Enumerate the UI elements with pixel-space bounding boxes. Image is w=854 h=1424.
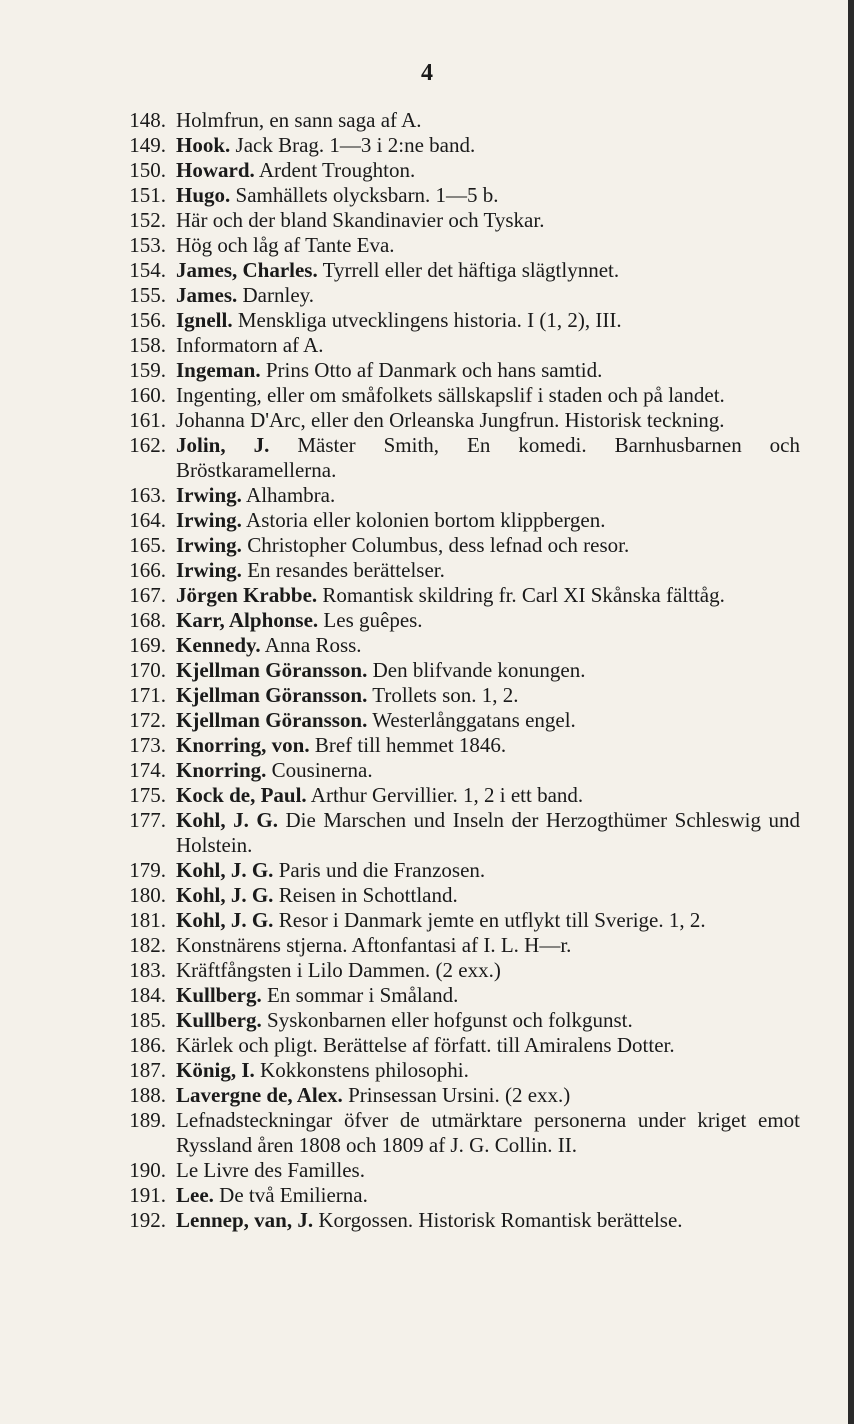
entry-number: 152. [129,208,166,232]
entry-number: 148. [129,108,166,132]
entry-number: 159. [129,358,166,382]
entry-body [166,733,800,758]
entry-number: 172. [129,708,166,732]
entry-number: 164. [129,508,166,532]
catalog-entry [100,908,800,933]
entry-author: Jörgen Krabbe. [176,583,318,607]
entry-title: Arthur Gervillier. 1, 2 i ett band. [310,783,584,807]
catalog-entry [100,208,800,233]
entry-body [166,358,800,383]
entry-title: Bref till hemmet 1846. [314,733,507,757]
entry-body [166,958,800,983]
entry-author: Kennedy. [176,633,261,657]
catalog-list [100,108,800,1233]
catalog-entry [100,233,800,258]
entry-number: 190. [129,1158,166,1182]
entry-title: Menskliga utvecklingens historia. I (1, 2), III. [237,308,622,332]
catalog-entry [100,1033,800,1058]
entry-body [166,408,800,433]
entry-body [166,158,800,183]
entry-title: Konstnärens stjerna. Aftonfantasi af I. L. H—r. [176,933,572,957]
entry-author: Irwing. [176,558,242,582]
entry-title: Christopher Columbus, dess lefnad och resor. [247,533,630,557]
entry-author: Kock de, Paul. [176,783,307,807]
catalog-entry [100,933,800,958]
entry-number: 188. [129,1083,166,1107]
entry-body [166,808,800,858]
entry-body [166,108,800,133]
entry-body [166,208,800,233]
entry-number: 149. [129,133,166,157]
entry-title: Alhambra. [246,483,336,507]
entry-number: 165. [129,533,166,557]
entry-author: Kohl, J. G. [176,808,278,832]
entry-author: Kohl, J. G. [176,883,274,907]
entry-number: 186. [129,1033,166,1057]
entry-number: 163. [129,483,166,507]
catalog-entry [100,1008,800,1033]
entry-body [166,758,800,783]
entry-author: Ignell. [176,308,233,332]
entry-body [166,658,800,683]
catalog-entry [100,758,800,783]
entry-title: Prins Otto af Danmark och hans samtid. [265,358,603,382]
entry-author: Jolin, J. [176,433,270,457]
entry-number: 182. [129,933,166,957]
catalog-entry [100,283,800,308]
catalog-entry [100,133,800,158]
entry-body [166,983,800,1008]
entry-author: Knorring, von. [176,733,310,757]
entry-body [166,258,800,283]
entry-title: Ingenting, eller om småfolkets sällskapslif i staden och på landet. [176,383,725,407]
entry-number: 179. [129,858,166,882]
entry-author: Ingeman. [176,358,261,382]
catalog-entry [100,858,800,883]
entry-title: Westerlånggatans engel. [372,708,576,732]
entry-body [166,783,800,808]
page-edge [848,0,854,1424]
entry-author: König, I. [176,1058,255,1082]
entry-author: Knorring. [176,758,267,782]
entry-author: Lee. [176,1183,214,1207]
entry-title: Les guêpes. [323,608,423,632]
entry-number: 160. [129,383,166,407]
entry-body [166,683,800,708]
entry-title: Die Marschen und Inseln der Herzogthümer Schleswig und Holstein. [176,808,801,857]
catalog-entry [100,333,800,358]
page-number: 4 [421,60,433,86]
catalog-entry [100,658,800,683]
entry-author: Irwing. [176,508,242,532]
catalog-entry [100,533,800,558]
entry-author: Irwing. [176,483,242,507]
entry-title: Paris und die Franzosen. [278,858,486,882]
catalog-entry [100,983,800,1008]
catalog-entry [100,108,800,133]
entry-title: Lefnadsteckningar öfver de utmärktare personerna under kriget emot Ryssland åren 1808 och 1809 af J. G. Collin. II. [176,1108,800,1157]
entry-body [166,1208,800,1233]
entry-title: Informatorn af A. [176,333,324,357]
catalog-entry [100,1058,800,1083]
entry-body [166,433,800,483]
catalog-entry [100,1208,800,1233]
catalog-entry [100,733,800,758]
entry-body [166,1058,800,1083]
catalog-entry [100,1183,800,1208]
entry-title: Romantisk skildring fr. Carl XI Skånska fälttåg. [322,583,725,607]
entry-body [166,933,800,958]
catalog-entry [100,708,800,733]
catalog-entry [100,608,800,633]
entry-body [166,558,800,583]
catalog-entry [100,433,800,483]
entry-author: Hugo. [176,183,231,207]
catalog-entry [100,158,800,183]
entry-number: 154. [129,258,166,282]
entry-number: 187. [129,1058,166,1082]
entry-author: Kullberg. [176,983,262,1007]
catalog-entry [100,633,800,658]
entry-body [166,1158,800,1183]
catalog-entry [100,1083,800,1108]
entry-title: Kärlek och pligt. Berättelse af författ. till Amiralens Dotter. [176,1033,675,1057]
entry-number: 155. [129,283,166,307]
entry-title: En resandes berättelser. [247,558,445,582]
entry-author: Kohl, J. G. [176,858,274,882]
entry-number: 184. [129,983,166,1007]
catalog-entry [100,183,800,208]
catalog-entry [100,558,800,583]
entry-number: 161. [129,408,166,432]
entry-title: Anna Ross. [264,633,362,657]
entry-number: 180. [129,883,166,907]
entry-body [166,1083,800,1108]
entry-title: Samhällets olycksbarn. 1—5 b. [235,183,499,207]
entry-number: 181. [129,908,166,932]
entry-title: Reisen in Schottland. [278,883,458,907]
entry-body [166,483,800,508]
entry-body [166,1033,800,1058]
entry-author: Kohl, J. G. [176,908,274,932]
entry-number: 169. [129,633,166,657]
catalog-entry [100,1108,800,1158]
catalog-entry [100,583,800,608]
entry-title: Hög och låg af Tante Eva. [176,233,395,257]
entry-author: Lennep, van, J. [176,1208,314,1232]
entry-body [166,708,800,733]
entry-title: Den blifvande konungen. [372,658,586,682]
entry-title: Mäster Smith, En komedi. Barnhusbarnen och Bröstkaramellerna. [176,433,801,482]
entry-author: Hook. [176,133,231,157]
entry-author: Lavergne de, Alex. [176,1083,343,1107]
entry-title: Cousinerna. [271,758,373,782]
entry-body [166,583,800,608]
entry-author: Kullberg. [176,1008,262,1032]
entry-title: Darnley. [242,283,315,307]
entry-title: Jack Brag. 1—3 i 2:ne band. [235,133,476,157]
entry-body [166,333,800,358]
entry-author: Kjellman Göransson. [176,658,368,682]
entry-title: Kokkonstens philosophi. [260,1058,469,1082]
entry-body [166,1008,800,1033]
entry-title: Holmfrun, en sann saga af A. [176,108,422,132]
entry-title: Trollets son. 1, 2. [372,683,519,707]
entry-author: Karr, Alphonse. [176,608,319,632]
entry-title: De två Emilierna. [219,1183,368,1207]
entry-title: Korgossen. Historisk Romantisk berättelse. [318,1208,683,1232]
entry-title: Astoria eller kolonien bortom klippbergen. [246,508,606,532]
entry-body [166,608,800,633]
entry-author: Kjellman Göransson. [176,683,368,707]
entry-body [166,1108,800,1158]
entry-body [166,308,800,333]
entry-author: James, Charles. [176,258,318,282]
entry-number: 171. [129,683,166,707]
entry-number: 150. [129,158,166,182]
entry-body [166,283,800,308]
catalog-entry [100,408,800,433]
entry-body [166,508,800,533]
entry-number: 168. [129,608,166,632]
entry-body [166,133,800,158]
catalog-entry [100,508,800,533]
entry-number: 192. [129,1208,166,1232]
entry-number: 174. [129,758,166,782]
entry-title: Här och der bland Skandinavier och Tyskar. [176,208,545,232]
entry-title: Tyrrell eller det häftiga slägtlynnet. [322,258,620,282]
entry-body [166,858,800,883]
entry-title: Prinsessan Ursini. (2 exx.) [348,1083,571,1107]
entry-number: 162. [129,433,166,457]
entry-title: Syskonbarnen eller hofgunst och folkgunst. [267,1008,633,1032]
catalog-entry [100,683,800,708]
catalog-entry [100,958,800,983]
entry-number: 153. [129,233,166,257]
catalog-entry [100,308,800,333]
entry-number: 156. [129,308,166,332]
entry-number: 175. [129,783,166,807]
entry-title: En sommar i Småland. [267,983,459,1007]
entry-title: Kräftfångsten i Lilo Dammen. (2 exx.) [176,958,501,982]
catalog-entry [100,483,800,508]
entry-body [166,183,800,208]
catalog-entry [100,358,800,383]
entry-author: Howard. [176,158,255,182]
entry-number: 151. [129,183,166,207]
entry-title: Ardent Troughton. [258,158,416,182]
catalog-entry [100,783,800,808]
entry-body [166,233,800,258]
entry-author: Irwing. [176,533,242,557]
entry-title: Le Livre des Familles. [176,1158,365,1182]
entry-number: 158. [129,333,166,357]
entry-number: 183. [129,958,166,982]
entry-number: 166. [129,558,166,582]
entry-number: 191. [129,1183,166,1207]
entry-body [166,883,800,908]
catalog-entry [100,808,800,858]
entry-number: 189. [129,1108,166,1132]
entry-author: Kjellman Göransson. [176,708,368,732]
catalog-entry [100,383,800,408]
entry-author: James. [176,283,238,307]
catalog-entry [100,1158,800,1183]
catalog-entry [100,883,800,908]
catalog-entry [100,258,800,283]
entry-number: 177. [129,808,166,832]
entry-body [166,383,800,408]
entry-number: 167. [129,583,166,607]
entry-title: Johanna D'Arc, eller den Orleanska Jungfrun. Historisk teckning. [176,408,725,432]
entry-body [166,633,800,658]
entry-number: 185. [129,1008,166,1032]
entry-body [166,533,800,558]
entry-body [166,1183,800,1208]
entry-title: Resor i Danmark jemte en utflykt till Sverige. 1, 2. [278,908,706,932]
entry-body [166,908,800,933]
entry-number: 170. [129,658,166,682]
entry-number: 173. [129,733,166,757]
